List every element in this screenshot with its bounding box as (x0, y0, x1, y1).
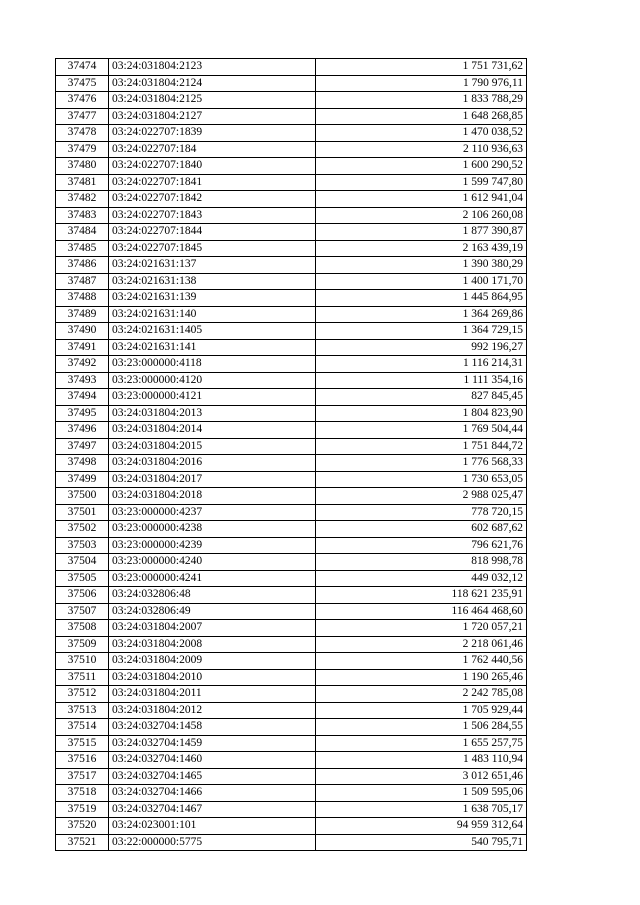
table-row (56, 306, 527, 323)
table-row (56, 108, 527, 125)
cadastral-value-cell: 94 959 312,64 (316, 818, 527, 835)
cadastral-value-cell: 992 196,27 (316, 339, 527, 356)
table-row (56, 471, 527, 488)
table-row (56, 719, 527, 736)
cadastral-number-cell: 03:24:031804:2007 (109, 620, 316, 637)
table-row (56, 603, 527, 620)
table-row (56, 257, 527, 274)
cadastral-value-cell: 116 464 468,60 (316, 603, 527, 620)
row-number-cell: 37487 (56, 273, 109, 290)
cadastral-number-cell: 03:24:031804:2017 (109, 471, 316, 488)
row-number-cell: 37477 (56, 108, 109, 125)
cadastral-number-cell: 03:24:031804:2127 (109, 108, 316, 125)
cadastral-number-cell: 03:24:023001:101 (109, 818, 316, 835)
cadastral-number-cell: 03:24:032704:1460 (109, 752, 316, 769)
table-row (56, 620, 527, 637)
row-number-cell: 37498 (56, 455, 109, 472)
cadastral-value-cell: 1 599 747,80 (316, 174, 527, 191)
table-row (56, 801, 527, 818)
table-row (56, 290, 527, 307)
table-row (56, 768, 527, 785)
cadastral-number-cell: 03:24:031804:2012 (109, 702, 316, 719)
table-row (56, 273, 527, 290)
cadastral-number-cell: 03:24:032704:1458 (109, 719, 316, 736)
table-row (56, 554, 527, 571)
row-number-cell: 37489 (56, 306, 109, 323)
cadastral-value-cell: 3 012 651,46 (316, 768, 527, 785)
row-number-cell: 37482 (56, 191, 109, 208)
row-number-cell: 37486 (56, 257, 109, 274)
cadastral-value-cell: 1 116 214,31 (316, 356, 527, 373)
row-number-cell: 37500 (56, 488, 109, 505)
row-number-cell: 37518 (56, 785, 109, 802)
table-row (56, 818, 527, 835)
row-number-cell: 37509 (56, 636, 109, 653)
table-row (56, 438, 527, 455)
cadastral-value-cell: 1 483 110,94 (316, 752, 527, 769)
cadastral-number-cell: 03:24:032806:49 (109, 603, 316, 620)
cadastral-value-cell: 1 638 705,17 (316, 801, 527, 818)
row-number-cell: 37476 (56, 92, 109, 109)
table-row (56, 356, 527, 373)
cadastral-value-cell: 449 032,12 (316, 570, 527, 587)
row-number-cell: 37481 (56, 174, 109, 191)
row-number-cell: 37479 (56, 141, 109, 158)
cadastral-number-cell: 03:24:031804:2123 (109, 59, 316, 76)
cadastral-number-cell: 03:24:031804:2009 (109, 653, 316, 670)
table-row (56, 504, 527, 521)
cadastral-value-cell: 1 400 171,70 (316, 273, 527, 290)
table-row (56, 323, 527, 340)
cadastral-value-cell: 1 612 941,04 (316, 191, 527, 208)
cadastral-value-cell: 118 621 235,91 (316, 587, 527, 604)
cadastral-value-cell: 1 833 788,29 (316, 92, 527, 109)
row-number-cell: 37517 (56, 768, 109, 785)
row-number-cell: 37513 (56, 702, 109, 719)
cadastral-number-cell: 03:24:022707:1845 (109, 240, 316, 257)
cadastral-value-cell: 2 242 785,08 (316, 686, 527, 703)
row-number-cell: 37507 (56, 603, 109, 620)
cadastral-number-cell: 03:24:032704:1465 (109, 768, 316, 785)
cadastral-value-cell: 1 506 284,55 (316, 719, 527, 736)
row-number-cell: 37485 (56, 240, 109, 257)
table-row (56, 735, 527, 752)
table-row (56, 191, 527, 208)
cadastral-number-cell: 03:24:032704:1459 (109, 735, 316, 752)
row-number-cell: 37508 (56, 620, 109, 637)
cadastral-value-cell: 1 655 257,75 (316, 735, 527, 752)
row-number-cell: 37493 (56, 372, 109, 389)
table-row (56, 174, 527, 191)
cadastral-value-cell: 1 364 729,15 (316, 323, 527, 340)
cadastral-value-cell: 2 163 439,19 (316, 240, 527, 257)
table-row (56, 669, 527, 686)
cadastral-value-cell: 2 988 025,47 (316, 488, 527, 505)
cadastral-value-cell: 1 720 057,21 (316, 620, 527, 637)
row-number-cell: 37494 (56, 389, 109, 406)
cadastral-number-cell: 03:24:022707:1839 (109, 125, 316, 142)
row-number-cell: 37497 (56, 438, 109, 455)
cadastral-number-cell: 03:24:031804:2013 (109, 405, 316, 422)
row-number-cell: 37484 (56, 224, 109, 241)
row-number-cell: 37521 (56, 834, 109, 851)
row-number-cell: 37516 (56, 752, 109, 769)
table-row (56, 158, 527, 175)
cadastral-number-cell: 03:23:000000:4121 (109, 389, 316, 406)
cadastral-number-cell: 03:24:021631:141 (109, 339, 316, 356)
row-number-cell: 37492 (56, 356, 109, 373)
row-number-cell: 37511 (56, 669, 109, 686)
cadastral-number-cell: 03:23:000000:4238 (109, 521, 316, 538)
cadastral-value-cell: 1 790 976,11 (316, 75, 527, 92)
cadastral-value-cell: 778 720,15 (316, 504, 527, 521)
table-row (56, 570, 527, 587)
cadastral-number-cell: 03:24:022707:1842 (109, 191, 316, 208)
cadastral-value-cell: 1 390 380,29 (316, 257, 527, 274)
row-number-cell: 37506 (56, 587, 109, 604)
cadastral-number-cell: 03:23:000000:4118 (109, 356, 316, 373)
row-number-cell: 37474 (56, 59, 109, 76)
cadastral-number-cell: 03:23:000000:4239 (109, 537, 316, 554)
cadastral-number-cell: 03:23:000000:4241 (109, 570, 316, 587)
cadastral-value-cell: 1 111 354,16 (316, 372, 527, 389)
cadastral-number-cell: 03:24:031804:2124 (109, 75, 316, 92)
cadastral-value-cell: 1 445 864,95 (316, 290, 527, 307)
row-number-cell: 37505 (56, 570, 109, 587)
row-number-cell: 37504 (56, 554, 109, 571)
table-row (56, 636, 527, 653)
row-number-cell: 37495 (56, 405, 109, 422)
cadastral-number-cell: 03:24:032806:48 (109, 587, 316, 604)
cadastral-value-cell: 1 190 265,46 (316, 669, 527, 686)
table-row (56, 339, 527, 356)
table-row (56, 785, 527, 802)
row-number-cell: 37520 (56, 818, 109, 835)
table-body (56, 59, 527, 851)
table-row (56, 372, 527, 389)
cadastral-number-cell: 03:24:031804:2016 (109, 455, 316, 472)
cadastral-number-cell: 03:24:031804:2018 (109, 488, 316, 505)
cadastral-value-cell: 818 998,78 (316, 554, 527, 571)
row-number-cell: 37475 (56, 75, 109, 92)
table-row (56, 224, 527, 241)
cadastral-value-cell: 1 751 731,62 (316, 59, 527, 76)
cadastral-value-cell: 1 769 504,44 (316, 422, 527, 439)
cadastral-value-cell: 1 648 268,85 (316, 108, 527, 125)
cadastral-number-cell: 03:24:022707:184 (109, 141, 316, 158)
table-row (56, 653, 527, 670)
cadastral-number-cell: 03:24:022707:1844 (109, 224, 316, 241)
cadastral-number-cell: 03:24:031804:2011 (109, 686, 316, 703)
table-row (56, 834, 527, 851)
cadastral-value-cell: 2 106 260,08 (316, 207, 527, 224)
row-number-cell: 37490 (56, 323, 109, 340)
cadastral-value-cell: 540 795,71 (316, 834, 527, 851)
cadastral-value-cell: 1 776 568,33 (316, 455, 527, 472)
table-row (56, 207, 527, 224)
row-number-cell: 37483 (56, 207, 109, 224)
row-number-cell: 37491 (56, 339, 109, 356)
table-row (56, 75, 527, 92)
cadastral-number-cell: 03:23:000000:4237 (109, 504, 316, 521)
row-number-cell: 37512 (56, 686, 109, 703)
table-row (56, 389, 527, 406)
row-number-cell: 37501 (56, 504, 109, 521)
row-number-cell: 37514 (56, 719, 109, 736)
cadastral-number-cell: 03:24:032704:1467 (109, 801, 316, 818)
cadastral-value-cell: 1 751 844,72 (316, 438, 527, 455)
table-row (56, 752, 527, 769)
cadastral-number-cell: 03:24:031804:2008 (109, 636, 316, 653)
row-number-cell: 37496 (56, 422, 109, 439)
cadastral-number-cell: 03:24:022707:1843 (109, 207, 316, 224)
row-number-cell: 37480 (56, 158, 109, 175)
cadastral-number-cell: 03:22:000000:5775 (109, 834, 316, 851)
row-number-cell: 37478 (56, 125, 109, 142)
table-row (56, 702, 527, 719)
row-number-cell: 37488 (56, 290, 109, 307)
cadastral-value-cell: 2 218 061,46 (316, 636, 527, 653)
table-row (56, 59, 527, 76)
table-row (56, 455, 527, 472)
table-row (56, 686, 527, 703)
cadastral-number-cell: 03:24:031804:2010 (109, 669, 316, 686)
cadastral-number-cell: 03:24:022707:1840 (109, 158, 316, 175)
table-row (56, 92, 527, 109)
table-row (56, 125, 527, 142)
cadastral-number-cell: 03:24:021631:139 (109, 290, 316, 307)
cadastral-value-cell: 1 804 823,90 (316, 405, 527, 422)
cadastral-number-cell: 03:24:032704:1466 (109, 785, 316, 802)
cadastral-value-cell: 1 364 269,86 (316, 306, 527, 323)
table-row (56, 405, 527, 422)
row-number-cell: 37502 (56, 521, 109, 538)
cadastral-value-cell: 796 621,76 (316, 537, 527, 554)
cadastral-number-cell: 03:24:021631:138 (109, 273, 316, 290)
table-row (56, 587, 527, 604)
cadastral-number-cell: 03:24:022707:1841 (109, 174, 316, 191)
row-number-cell: 37499 (56, 471, 109, 488)
cadastral-number-cell: 03:23:000000:4120 (109, 372, 316, 389)
cadastral-value-cell: 1 730 653,05 (316, 471, 527, 488)
cadastral-value-cell: 1 600 290,52 (316, 158, 527, 175)
row-number-cell: 37503 (56, 537, 109, 554)
cadastral-value-cell: 602 687,62 (316, 521, 527, 538)
cadastral-number-cell: 03:24:021631:1405 (109, 323, 316, 340)
cadastral-number-cell: 03:24:021631:140 (109, 306, 316, 323)
cadastral-number-cell: 03:24:021631:137 (109, 257, 316, 274)
row-number-cell: 37519 (56, 801, 109, 818)
table-row (56, 488, 527, 505)
table-row (56, 141, 527, 158)
cadastral-number-cell: 03:24:031804:2015 (109, 438, 316, 455)
cadastral-value-cell: 1 470 038,52 (316, 125, 527, 142)
table-row (56, 521, 527, 538)
table-row (56, 537, 527, 554)
cadastral-value-cell: 827 845,45 (316, 389, 527, 406)
row-number-cell: 37515 (56, 735, 109, 752)
cadastral-value-cell: 1 762 440,56 (316, 653, 527, 670)
cadastral-number-cell: 03:24:031804:2014 (109, 422, 316, 439)
cadastral-value-table (55, 58, 527, 851)
cadastral-value-cell: 1 705 929,44 (316, 702, 527, 719)
cadastral-value-cell: 2 110 936,63 (316, 141, 527, 158)
cadastral-number-cell: 03:23:000000:4240 (109, 554, 316, 571)
table-row (56, 240, 527, 257)
row-number-cell: 37510 (56, 653, 109, 670)
table-row (56, 422, 527, 439)
cadastral-value-cell: 1 509 595,06 (316, 785, 527, 802)
cadastral-number-cell: 03:24:031804:2125 (109, 92, 316, 109)
cadastral-value-cell: 1 877 390,87 (316, 224, 527, 241)
